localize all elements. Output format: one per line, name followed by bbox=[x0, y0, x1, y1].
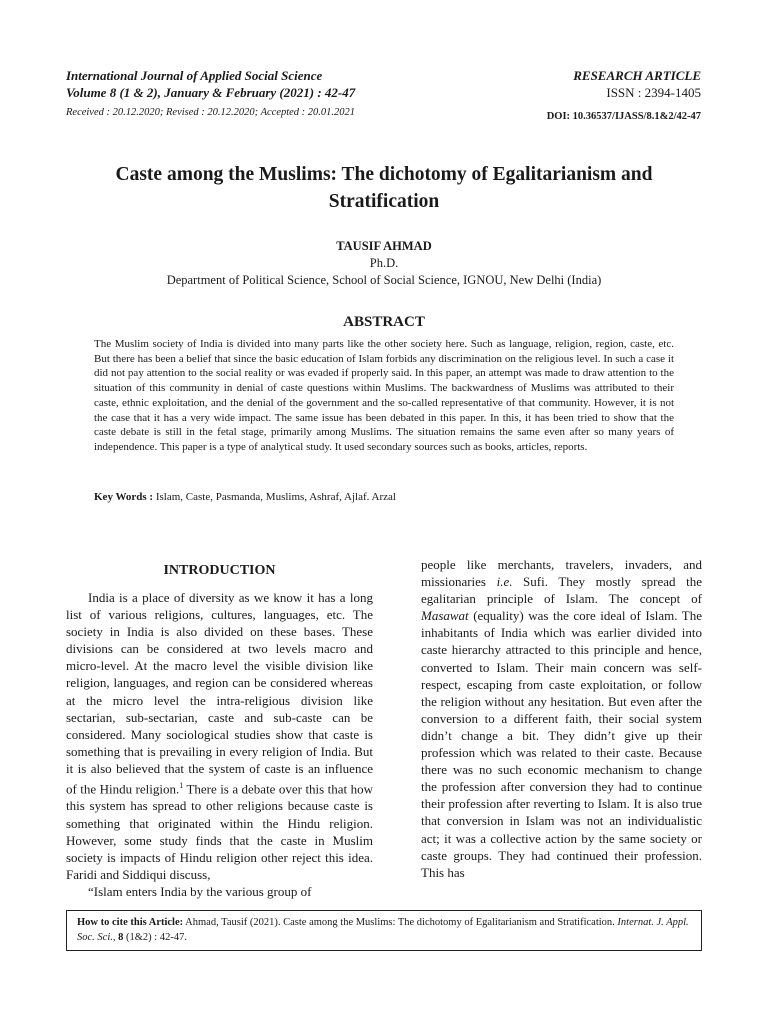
doi: DOI: 10.36537/IJASS/8.1&2/42-47 bbox=[546, 111, 701, 122]
introduction-heading: INTRODUCTION bbox=[163, 563, 276, 578]
article-type: RESEARCH ARTICLE bbox=[573, 68, 701, 83]
author-block bbox=[66, 238, 702, 289]
citation-text-a: Ahmad, Tausif (2021). Caste among the Muslims: The dichotomy of Egalitarianism and Stratification. bbox=[183, 917, 618, 928]
right-text-c: (equality) was the core ideal of Islam. The inhabitants of India which was earlier divided into caste hierarchy attracted to this principle and hence, converted to Islam. Their main concern was self-respect, escaping from caste exploitation, or follow the religion without any hesitation. But even after the conversion to a different faith, their social system didn’t change a bit. They didn’t give up their profession which was related to their caste. Because there was no such economic mechanism to change the profession after conversion they had to continue their profession after reverting to Islam. It is also true that conversion in Islam was not an individualistic act; it was a collective action by the same society or caste groups. They had continued their profession. This has bbox=[421, 608, 702, 880]
footnote-mark[interactable]: 1 bbox=[179, 781, 184, 791]
journal-name: International Journal of Applied Social Science bbox=[66, 68, 323, 83]
right-text-a: people like merchants, travelers, invaders, and missionaries bbox=[421, 557, 702, 590]
intro-paragraph-2: “Islam enters India by the various group of bbox=[88, 883, 312, 899]
right-column bbox=[421, 556, 702, 881]
left-column bbox=[66, 556, 373, 900]
abstract-heading: ABSTRACT bbox=[343, 314, 425, 330]
keywords-label: Key Words : bbox=[94, 491, 154, 503]
right-text-masawat: Masawat bbox=[421, 608, 469, 624]
keywords bbox=[94, 490, 674, 504]
intro-paragraph-1 bbox=[66, 589, 373, 883]
citation-journal: Internat. J. Appl. Soc. Sci. bbox=[77, 917, 689, 943]
article-meta bbox=[441, 67, 701, 124]
citation-text-b: , bbox=[112, 932, 119, 943]
right-text-ie: i.e. bbox=[496, 574, 513, 590]
author-degree: Ph.D. bbox=[369, 256, 399, 270]
citation-label: How to cite this Article: bbox=[77, 917, 184, 928]
citation-text-c: (1&2) : 42-47. bbox=[123, 932, 187, 943]
abstract-text: The Muslim society of India is divided into many parts like the other society here. Such as language, religion, region, caste, etc. But there has been a belief that since the basic education of Islam forbids any discrimination on the religious level. In such a case it did not pay attention to the social reality or was evaded if properly said. In this paper, an attempt was made to draw attention to the situation of this community in denial of caste questions within Muslims. The backwardness of Muslims was attributed to their caste, ethnic exploitation, and the denial of the government and the so-called representative of that community. However, it is not the case that it has a very wide impact. The same issue has been debated in this paper. In this, it has been tried to show that the caste debate is still in the fetal stage, primarily among Muslims. The situation remains the same even after so many years of independence. This paper is a type of analytical study. It used secondary sources such as books, articles, reports. bbox=[94, 338, 674, 453]
intro-paragraph-1-text-a: India is a place of diversity as we know it has a long list of various religions, cultures, languages, etc. The society in India is also divided on these bases. These divisions can be considered at two levels macro and micro-level. At the macro level the visible division like religion, languages, and region can be considered whereas at the micro level the intra-religious division like sectarian, sub-sectarian, caste and sub-caste can be considered. Many sociological studies show that caste is something that is prevailing in every religion of India. But it is also believed that the system of caste is an influence of the Hindu religion. bbox=[66, 590, 373, 797]
author-name: TAUSIF AHMAD bbox=[336, 239, 432, 253]
author-affiliation: Department of Political Science, School of Social Science, IGNOU, New Delhi (India) bbox=[166, 273, 602, 287]
issn: ISSN : 2394-1405 bbox=[606, 85, 701, 100]
journal-header bbox=[66, 67, 486, 120]
journal-volume: Volume 8 (1 & 2), January & February (2021) : 42-47 bbox=[66, 85, 356, 100]
received-dates: Received : 20.12.2020; Revised : 20.12.2020; Accepted : 20.01.2021 bbox=[66, 107, 356, 118]
citation-volume: 8 bbox=[118, 932, 124, 943]
citation-box bbox=[66, 910, 702, 951]
right-text-b: Sufi. They mostly spread the egalitarian principle of Islam. The concept of bbox=[421, 574, 702, 607]
paper-title: Caste among the Muslims: The dichotomy of Egalitarianism and Stratification bbox=[115, 164, 653, 212]
intro-paragraph-1-text-b: There is a debate over this that how this system has spread to other religions because caste is something that originated within the Hindu religion. However, some study finds that the caste in Muslim society is impacts of Hindu religion other reject this idea. Faridi and Siddiqui discuss, bbox=[66, 781, 373, 882]
right-column-paragraph bbox=[421, 556, 702, 881]
keywords-text: Islam, Caste, Pasmanda, Muslims, Ashraf, Ajlaf. Arzal bbox=[155, 491, 396, 503]
